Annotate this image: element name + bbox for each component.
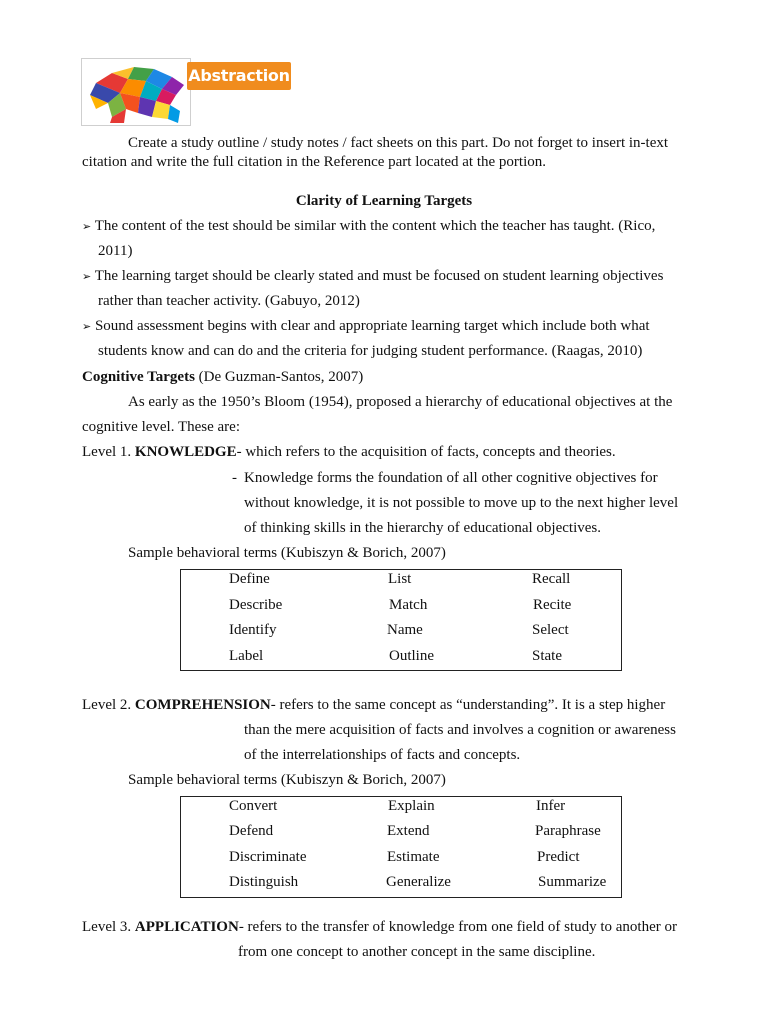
arrow-bullet-icon: ➢ — [82, 220, 92, 233]
header — [81, 58, 293, 124]
level-1-sample-label: Sample behavioral terms (Kubiszyn & Borich, 2007) — [128, 545, 446, 561]
level-1-name: KNOWLEDGE — [134, 444, 237, 460]
level-1-heading: Level 1. KNOWLEDGE- which refers to the acquisition of facts, concepts and theories. — [82, 444, 616, 460]
level-2-desc-line-2: than the mere acquisition of facts and involves a cognition or awareness — [244, 722, 676, 738]
banner-text: Abstraction — [188, 66, 290, 85]
level-1-dash: - — [232, 470, 237, 486]
term-match: Match — [389, 597, 428, 613]
bullet-1-line-1: ➢ The content of the test should be similar with the content which the teacher has taught. (Rico, — [82, 218, 656, 234]
term-generalize: Generalize — [386, 874, 451, 890]
term-define: Define — [229, 571, 270, 587]
section-title: Clarity of Learning Targets — [295, 193, 473, 209]
intro-line-2: citation and write the full citation in the Reference part located at the portion. — [82, 154, 546, 170]
cognitive-para-line-1: As early as the 1950’s Bloom (1954), proposed a hierarchy of educational objectives at the — [128, 394, 673, 410]
intro-line-1: Create a study outline / study notes / fact sheets on this part. Do not forget to insert in-text — [128, 135, 669, 151]
term-summarize: Summarize — [538, 874, 607, 890]
bullet-2-line-2: rather than teacher activity. (Gabuyo, 2012) — [98, 293, 360, 309]
level-3-name: APPLICATION — [134, 919, 239, 935]
level-2-desc-line-3: of the interrelationships of facts and concepts. — [244, 747, 521, 763]
level-3-desc-line-2: from one concept to another concept in the same discipline. — [238, 944, 596, 960]
term-label: Label — [229, 648, 264, 664]
level-1-note-line-3: of thinking skills in the hierarchy of educational objectives. — [244, 520, 601, 536]
term-defend: Defend — [229, 823, 274, 839]
term-estimate: Estimate — [387, 849, 440, 865]
abstraction-banner — [187, 62, 291, 90]
level-1-terms-table — [180, 569, 622, 671]
bullet-3-line-1: ➢ Sound assessment begins with clear and appropriate learning target which include both what — [82, 318, 650, 334]
level-1-note-line-1: Knowledge forms the foundation of all other cognitive objectives for — [244, 470, 658, 486]
arrow-bullet-icon: ➢ — [82, 320, 92, 333]
polygon-lion-icon — [81, 58, 191, 126]
level-2-name: COMPREHENSION — [134, 697, 271, 713]
level-3-heading: Level 3. APPLICATION- refers to the transfer of knowledge from one field of study to another or — [82, 919, 677, 935]
cognitive-heading: Cognitive Targets — [82, 369, 195, 385]
term-paraphrase: Paraphrase — [535, 823, 601, 839]
term-infer: Infer — [536, 798, 566, 814]
term-extend: Extend — [387, 823, 430, 839]
level-2-terms-table — [180, 796, 622, 898]
term-recall: Recall — [532, 571, 571, 587]
term-convert: Convert — [229, 798, 278, 814]
term-select: Select — [532, 622, 569, 638]
term-explain: Explain — [388, 798, 435, 814]
level-2-heading: Level 2. COMPREHENSION- refers to the same concept as “understanding”. It is a step higher — [82, 697, 666, 713]
arrow-bullet-icon: ➢ — [82, 270, 92, 283]
cognitive-heading-line — [82, 368, 363, 387]
term-outline: Outline — [389, 648, 434, 664]
term-list: List — [388, 571, 412, 587]
bullet-1-line-2: 2011) — [98, 243, 133, 259]
bullet-2-line-1: ➢ The learning target should be clearly stated and must be focused on student learning objectives — [82, 268, 664, 284]
term-identify: Identify — [229, 622, 277, 638]
cognitive-citation: (De Guzman-Santos, 2007) — [194, 369, 364, 385]
term-describe: Describe — [229, 597, 283, 613]
level-2-sample-label: Sample behavioral terms (Kubiszyn & Borich, 2007) — [128, 772, 446, 788]
term-discriminate: Discriminate — [229, 849, 307, 865]
term-predict: Predict — [537, 849, 580, 865]
level-1-note-line-2: without knowledge, it is not possible to move up to the next higher level — [244, 495, 679, 511]
term-name: Name — [387, 622, 423, 638]
term-distinguish: Distinguish — [229, 874, 299, 890]
cognitive-para-line-2: cognitive level. These are: — [82, 419, 240, 435]
term-state: State — [532, 648, 562, 664]
term-recite: Recite — [533, 597, 572, 613]
bullet-3-line-2: students know and can do and the criteria for judging student performance. (Raagas, 2010) — [98, 343, 643, 359]
